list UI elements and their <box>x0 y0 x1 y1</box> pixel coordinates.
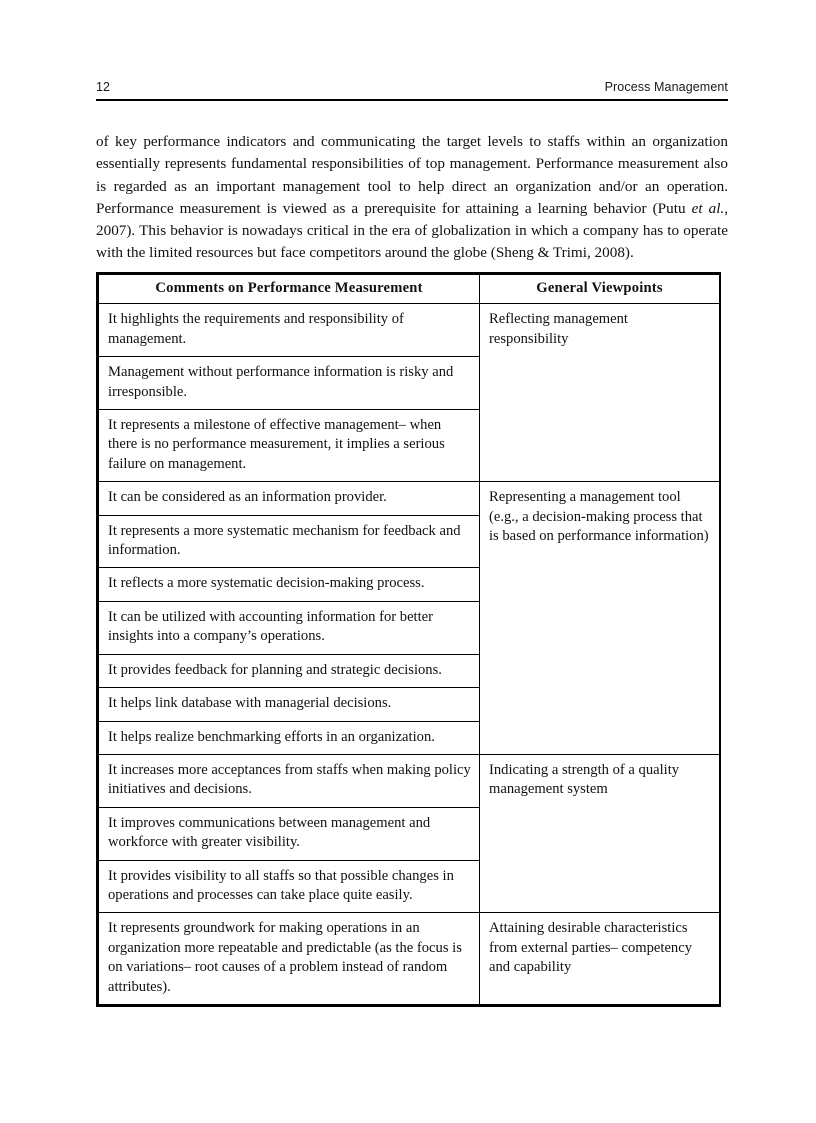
paragraph-segment-1: of key performance indicators and communicating the target levels to staffs within an organization essentially represents fundamental responsibilities of top management. Performance measurement also is regarded as an important management tool to help direct an organization and/or an operation. Performance measurement is viewed as a prerequisite for attaining a learning behavior (Putu <box>96 133 728 217</box>
comments-table-body <box>99 304 720 1005</box>
comment-cell: It represents groundwork for making operations in an organization more repeatable and predictable (as the focus is on variations– root causes of a problem instead of random attributes). <box>99 913 480 1005</box>
comment-cell: It can be considered as an information provider. <box>99 482 480 515</box>
body-paragraph <box>96 131 728 264</box>
comment-cell: It highlights the requirements and responsibility of management. <box>99 304 480 357</box>
comment-cell: It increases more acceptances from staffs when making policy initiatives and decisions. <box>99 754 480 807</box>
comment-cell: Management without performance information is risky and irresponsible. <box>99 357 480 410</box>
citation-et-al: et al. <box>691 199 725 217</box>
comment-cell: It can be utilized with accounting information for better insights into a company’s operations. <box>99 601 480 654</box>
comment-cell: It improves communications between management and workforce with greater visibility. <box>99 807 480 860</box>
table-row <box>99 754 720 807</box>
page-content <box>96 0 728 1123</box>
running-title: Process Management <box>604 80 728 94</box>
comment-cell: It helps link database with managerial decisions. <box>99 688 480 721</box>
viewpoint-cell: Attaining desirable characteristics from external parties– competency and capability <box>480 913 720 1005</box>
table-header-row <box>99 275 720 304</box>
comment-cell: It provides feedback for planning and strategic decisions. <box>99 654 480 687</box>
paragraph-segment-2: , 2007). This behavior is nowadays critical in the era of globalization in which a company has to operate with the limited resources but face competitors around the globe (Sheng & Trimi, 2008). <box>96 199 729 262</box>
comments-table <box>98 274 720 1005</box>
viewpoint-cell: Reflecting management responsibility <box>480 304 720 482</box>
table-row <box>99 482 720 515</box>
header-rule <box>96 99 728 101</box>
comment-cell: It provides visibility to all staffs so that possible changes in operations and processes can take place quite easily. <box>99 860 480 913</box>
comment-cell: It helps realize benchmarking efforts in an organization. <box>99 721 480 754</box>
comments-table-container <box>96 272 721 1007</box>
comment-cell: It represents a milestone of effective management– when there is no performance measurement, it implies a serious failure on management. <box>99 410 480 482</box>
page-number: 12 <box>96 80 111 94</box>
comment-cell: It represents a more systematic mechanism for feedback and information. <box>99 515 480 568</box>
table-row <box>99 913 720 1005</box>
viewpoint-cell: Representing a management tool (e.g., a decision-making process that is based on performance information) <box>480 482 720 755</box>
table-row <box>99 304 720 357</box>
comment-cell: It reflects a more systematic decision-making process. <box>99 568 480 601</box>
viewpoint-cell: Indicating a strength of a quality management system <box>480 754 720 912</box>
column-header-comments: Comments on Performance Measurement <box>99 275 480 304</box>
column-header-viewpoints: General Viewpoints <box>480 275 720 304</box>
